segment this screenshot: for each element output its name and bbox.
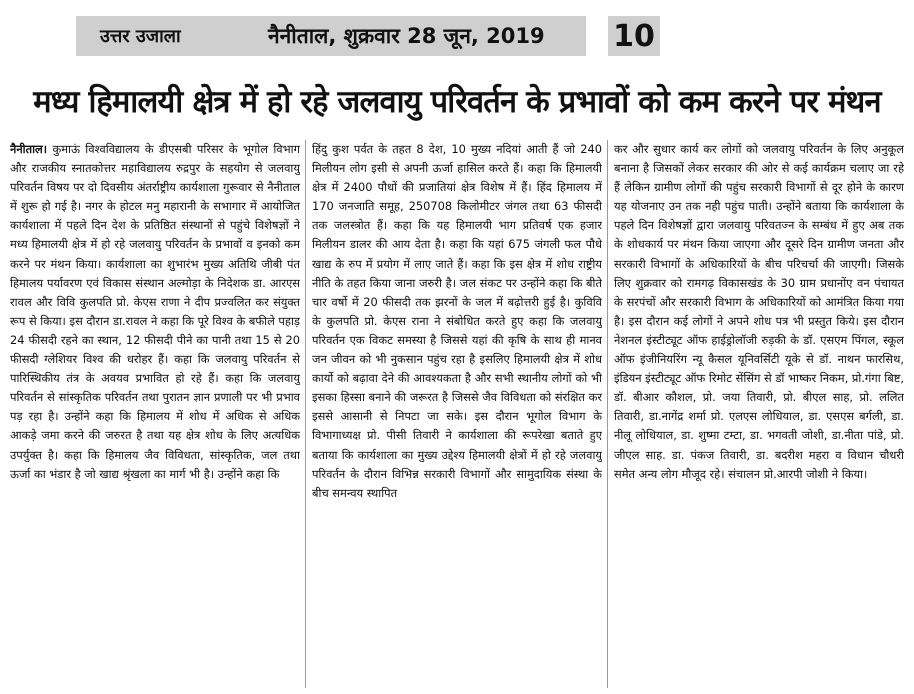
article-dateline-place: नैनीताल। xyxy=(10,142,48,156)
article-column-2 xyxy=(312,140,602,688)
article-column-1-text: कुमाऊं विश्वविद्यालय के डीएसबी परिसर के भूगोल विभाग और राजकीय स्नातकोत्तर महाविद्यालय रुद्रपुर के सहयोग से जलवायु परिवर्तन विषय पर दो दिवसीय अंतर्राष्ट्रीय कार्यशाला गुरूवार से नैनीताल में शुरू हो गई है। नगर के होटल मनु महारानी के सभागार में आयोजित कार्यशाला में पहले दिन देश के प्रतिष्ठित संस्थानों से पहुंचे विशेषज्ञों ने मध्य हिमालयी क्षेत्र में हो रहे जलवायु परिवर्तन के प्रभावों व इनको कम करने पर मंथन किया। कार्यशाला का शुभारंभ मुख्य अतिथि जीबी पंत हिमालय पर्यावरण एवं विकास संस्थान अल्मोड़ा के निदेशक डा. आरएस रावल और विवि कुलपति प्रो. केएस राणा ने दीप प्रज्वलित कर संयुक्त रूप से किया। इस दौरान डा.रावल ने कहा कि पूरे विश्व के बफीले पहाड़ 24 फीसदी रहने का स्थान, 12 फीसदी पीने का पानी तथा 15 से 20 फीसदी ग्लेशियर विश्व की धरोहर हैं। कहा कि जलवायु परिवर्तन से पारिस्थिकीय तंत्र के अवयव प्रभावित हो रहे हैं। कहा कि जलवायु परिवर्तन से सांस्कृतिक परिवर्तन तथा पुरातन ज्ञान प्रणाली पर भी प्रभाव पड़ रहा है। उन्होंने कहा कि हिमालय में शोध में अधिक से अधिक आकड़े जमा करने की जरुरत है तथा यह क्षेत्र शोध के लिए अत्यधिक उपर्युक्त है। कहा कि हिमालय जैव विविधता, सांस्कृतिक, जल तथा ऊर्जा का भंडार है जो खाद्य श्रृंखला का मार्ग भी है। उन्होंने कहा कि xyxy=(10,142,300,481)
page-number: 10 xyxy=(608,16,660,56)
article-column-3-text: कर और सुधार कार्य कर लोगों को जलवायु परिवर्तन के लिए अनुकूल बनाना है जिसकों लेकर सरकार की ओर से कई कार्यक्रम चलाए जा रहे हैं लेकिन ग्रामीण लोगों की पहुंच सरकारी विभागों से दूर होने के कारण यह योजनाए उन तक नही पहुंच पाती। उन्होंने बताया कि कार्यशाला के पहले दिन विशेषज्ञों द्वारा जलवायु परिवतज्न के सम्बंध में हुए अब तक के शोधकार्य पर मंथन किया जाएगा और दूसरे दिन ग्रामीण जनता और सरकारी विभागों के अधिकारियों के बीच परिचर्चा की जाएगी। जिसके लिए शुक्रवार को रामगढ़ विकासखंड के 30 ग्राम प्रधानोंए वन पंचायत के सरपंचों और सरकारी विभाग के अधिकारियों को आमंत्रित किया गया है। इस दौरान कई लोगों ने अपने शोध पत्र भी प्रस्तुत किये। इस दौरान नेशनल इंस्टीट्यूट ऑफ हाईड्रोलॉजी रुड़की के डॉ. एसएम पिंगल, स्कूल ऑफ इंजीनियरिंग न्यू कैसल यूनिवर्सिटी यूके से डॉ. नाथन फारसिथ, इंडियन इंस्टीट्यूट ऑफ रिमोट सेंसिंग से डॉ भाष्कर निकम, प्रो.गंगा बिष्ट, डॉ. बीआर कौशल, प्रो. जया तिवारी, प्रो. बीएल साह, प्रो. ललित तिवारी, डा.नागेंद्र शर्मा प्रो. एलएस लोधियाल, डा. एसएस बर्गली, डा. नीलू लोधियाल, डा. शुष्मा टम्टा, डा. भगवती जोशी, डा.नीता पांडे, प्रो. जीएल साह. डा. पंकज तिवारी, डा. बदरीश महरा व विधान चौधरी समेत अन्य लोग मौजूद रहे। संचालन प्रो.आरपी जोशी ने किया। xyxy=(614,142,904,481)
column-divider xyxy=(305,140,306,688)
article-column-3 xyxy=(614,140,904,688)
column-divider xyxy=(607,140,608,688)
newspaper-name: उत्तर उजाला xyxy=(100,26,181,47)
article-headline: मध्य हिमालयी क्षेत्र में हो रहे जलवायु परिवर्तन के प्रभावों को कम करने पर मंथन xyxy=(33,84,881,120)
article-column-2-text: हिंदु कुश पर्वत के तहत 8 देश, 10 मुख्य नदियां आती हैं जो 240 मिलीयन लोग इसी से अपनी ऊर्जा हासिल करते हैं। कहा कि हिमालयी क्षेत्र में 2400 पौधों की प्रजातियां क्षेत्र विशेष में हैं। हिंद हिमालय में 170 जनजाति समूह, 250708 किलोमीटर जंगल तथा 63 फीसदी तक जलस्त्रोत हैं। कहा कि यह हिमालयी भाग प्रतिवर्ष एक हजार मिलीयन डालर की आय देता है। कहा कि यहां 675 जंगली फल पौधे खाद्य के रुप में प्रयोग में लाए जाते हैं। कहा कि इस क्षेत्र में शोध राष्ट्रीय नीति के तहत किया जाना जरुरी है। जल संकट पर उन्होंने कहा कि बीते चार वर्षो में 20 फीसदी तक झरनों के जल में बढ़ोत्तरी हुई है। कुविवि के कुलपति प्रो. केएस राना ने संबोधित करते हुए कहा कि जलवायु परिवर्तन एक विकट समस्या है जिससे यहां की कृषि के साथ ही मानव जन जीवन को भी नुकसान पहुंच रहा है इसलिए हिमालयी क्षेत्र में शोध कार्यो को बढ़ावा देने की आवश्यकता है और सभी स्थानीय लोगों को भी इसका हिस्सा बनाने की जरूरत है जिससे जैव विविधता को संरक्षित कर इससे आसानी से निपटा जा सके। इस दौरान भूगोल विभाग के विभागाध्यक्ष प्रो. पीसी तिवारी ने कार्यशाला की रूपरेखा बताते हुए बताया कि कार्यशाला का मुख्य उद्देश्य हिमालयी क्षेत्रों में हो रहे जलवायु परिवर्तन के दौरान विभिन्न सरकारी विभागों और सामुदायिक संस्था के बीच समन्वय स्थापित xyxy=(312,142,602,500)
masthead-bar xyxy=(76,16,586,56)
edition-dateline: नैनीताल, शुक्रवार 28 जून, 2019 xyxy=(268,24,545,48)
article-column-1 xyxy=(10,140,300,688)
